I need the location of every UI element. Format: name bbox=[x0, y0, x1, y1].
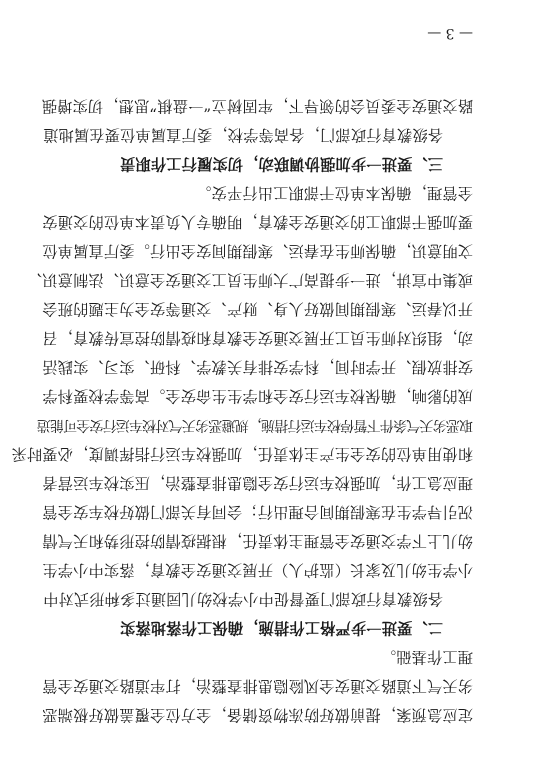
paragraph-line: 路交通安全委员会的领导下，牢固树立“一盘棋”思想，切实增强 bbox=[41, 97, 473, 115]
paragraph-line: 文明意识，确保师生在春运、寒假期间安全出行。委厅直属单位 bbox=[42, 242, 473, 260]
paragraph-line: 安排放假、开学时间，科学安排有关教学、科研、实习、实践活 bbox=[42, 358, 473, 376]
paragraph-line: 动，组织对师生员工开展交通安全教育和疫情防控宣传教育，召 bbox=[42, 329, 473, 347]
paragraph-line: 开以春运、寒假期间做好人身、财产、交通等安全为主题的班会 bbox=[42, 300, 473, 318]
paragraph-line: 小学生幼儿及家长（监护人）开展交通安全教育，落实中小学生 bbox=[42, 561, 473, 579]
paragraph-line: 成的影响，确保校车运行安全和学生生命安全。高等学校要科学 bbox=[42, 387, 473, 405]
paragraph-line: 或集中宣讲，进一步提高广大师生员工交通安全意识、法制意识、 bbox=[26, 271, 473, 289]
section-heading-3: 三、要进一步加强协调联动，切实履行工作职责 bbox=[119, 155, 443, 173]
paragraph-line: 理工作基础。 bbox=[380, 648, 473, 666]
paragraph-line: 和使用单位的安全生产主体责任，加强校车运行指挥调度，必要时采 bbox=[11, 445, 473, 463]
paragraph-line: 取恶劣天气条件下暂停校车运行措施，规避恶劣天气对校车运行安全可能造 bbox=[37, 417, 473, 433]
page-number: — 3 — bbox=[427, 25, 473, 41]
paragraph-line: 况引导学生在寒假期间合理出行；会同有关部门做好校车安全管 bbox=[42, 503, 473, 521]
paragraph-line: 幼儿上下学交通安全管理主体责任，根据疫情防控形势和天气情 bbox=[42, 532, 473, 550]
paragraph-line: 全管理，确保本单位干部职工出行平安。 bbox=[196, 184, 473, 202]
paragraph-line: 定应急预案，提前做好防冻物资储备，全方位全覆盖做好极端恶 bbox=[42, 706, 473, 724]
paragraph-line: 要加强干部职工的交通安全教育，明确专人负责本单位的交通安 bbox=[42, 213, 473, 231]
paragraph-line: 各级教育行政部门要督促中小学校幼儿园通过多种形式对中 bbox=[42, 590, 443, 608]
paragraph-line: 各级教育行政部门，各高等学校，委厅直属单位要在属地道 bbox=[42, 126, 443, 144]
paragraph-line: 理应急工作，加强校车运行安全隐患排查整治，压实校车运营者 bbox=[42, 474, 473, 492]
paragraph-line: 劣天气下道路交通安全风险隐患排查整治，打牢道路交通安全管 bbox=[42, 677, 473, 695]
section-heading-2: 二、要进一步严格工作措施，确保工作落地落实 bbox=[119, 619, 443, 637]
